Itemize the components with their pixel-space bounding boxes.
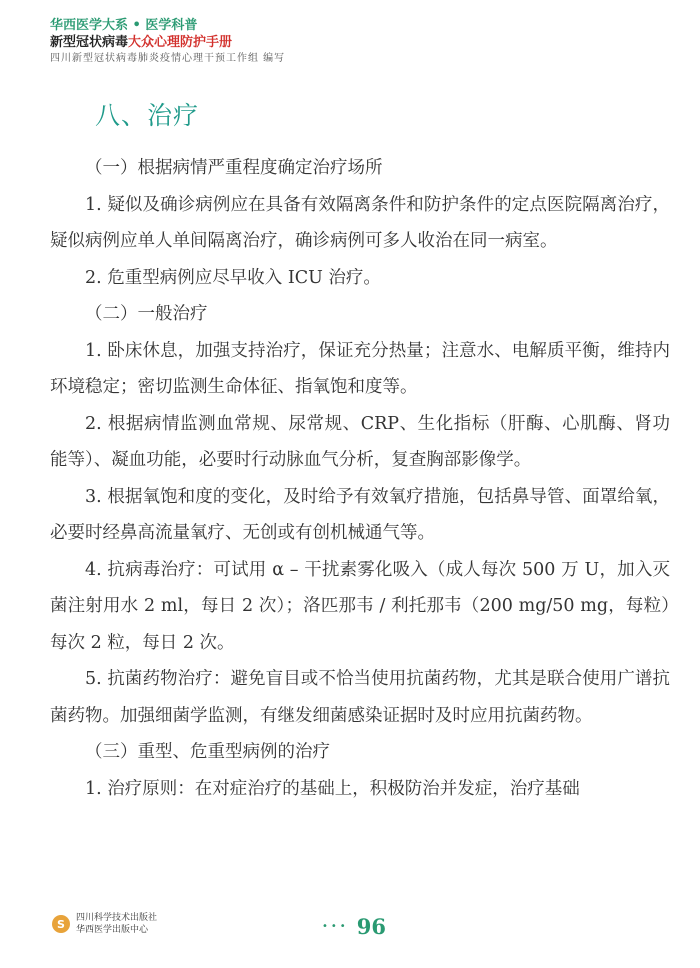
publisher-logo-icon: S bbox=[52, 915, 70, 933]
section-title: 八、治疗 bbox=[95, 101, 200, 130]
body-text bbox=[50, 150, 670, 807]
publisher-line-1: 四川科学技术出版社 bbox=[76, 913, 158, 923]
author-line: 四川新型冠状病毒肺炎疫情心理干预工作组 编写 bbox=[50, 53, 286, 64]
series-name: 华西医学大系 • 医学科普 bbox=[50, 18, 198, 33]
publisher-line-2: 华西医学出版中心 bbox=[76, 925, 149, 935]
paragraph: 2. 危重型病例应尽早收入 ICU 治疗。 bbox=[85, 267, 381, 288]
dots-ornament: ••• bbox=[322, 921, 349, 932]
page-footer bbox=[52, 912, 157, 936]
paragraph: （三）重型、危重型病例的治疗 bbox=[85, 742, 330, 762]
page-number-block bbox=[322, 914, 386, 939]
paragraph: 4. 抗病毒治疗：可试用 α – 干扰素雾化吸入（成人每次 500 万 U，加入灭菌注射用水 2 ml，每日 2 次）；洛匹那韦 / 利托那韦（200 mg/50 mg，每粒）每次 2 粒，每日 2 次。 bbox=[50, 559, 670, 653]
paragraph: 3. 根据氧饱和度的变化，及时给予有效氧疗措施，包括鼻导管、面罩给氧，必要时经鼻高流量氧疗、无创或有创机械通气等。 bbox=[50, 486, 670, 543]
page-header bbox=[50, 18, 285, 66]
book-title bbox=[50, 34, 285, 52]
publisher-info bbox=[76, 912, 157, 936]
paragraph: （二）一般治疗 bbox=[85, 304, 208, 324]
paragraph: 1. 卧床休息，加强支持治疗，保证充分热量；注意水、电解质平衡，维持内环境稳定；密切监测生命体征、指氧饱和度等。 bbox=[50, 340, 670, 397]
page-number: 96 bbox=[356, 914, 386, 939]
paragraph: 5. 抗菌药物治疗：避免盲目或不恰当使用抗菌药物，尤其是联合使用广谱抗菌药物。加强细菌学监测，有继发细菌感染证据时及时应用抗菌药物。 bbox=[50, 669, 670, 726]
book-title-highlight: 大众心理防护手册 bbox=[128, 35, 233, 50]
paragraph: （一）根据病情严重程度确定治疗场所 bbox=[85, 158, 383, 178]
paragraph: 1. 疑似及确诊病例应在具备有效隔离条件和防护条件的定点医院隔离治疗，疑似病例应单人单间隔离治疗，确诊病例可多人收治在同一病室。 bbox=[50, 194, 670, 251]
book-title-prefix: 新型冠状病毒 bbox=[50, 35, 129, 50]
paragraph: 2. 根据病情监测血常规、尿常规、CRP、生化指标（肝酶、心肌酶、肾功能等）、凝血功能，必要时行动脉血气分析，复查胸部影像学。 bbox=[50, 413, 670, 470]
paragraph: 1. 治疗原则：在对症治疗的基础上，积极防治并发症，治疗基础 bbox=[85, 778, 580, 799]
